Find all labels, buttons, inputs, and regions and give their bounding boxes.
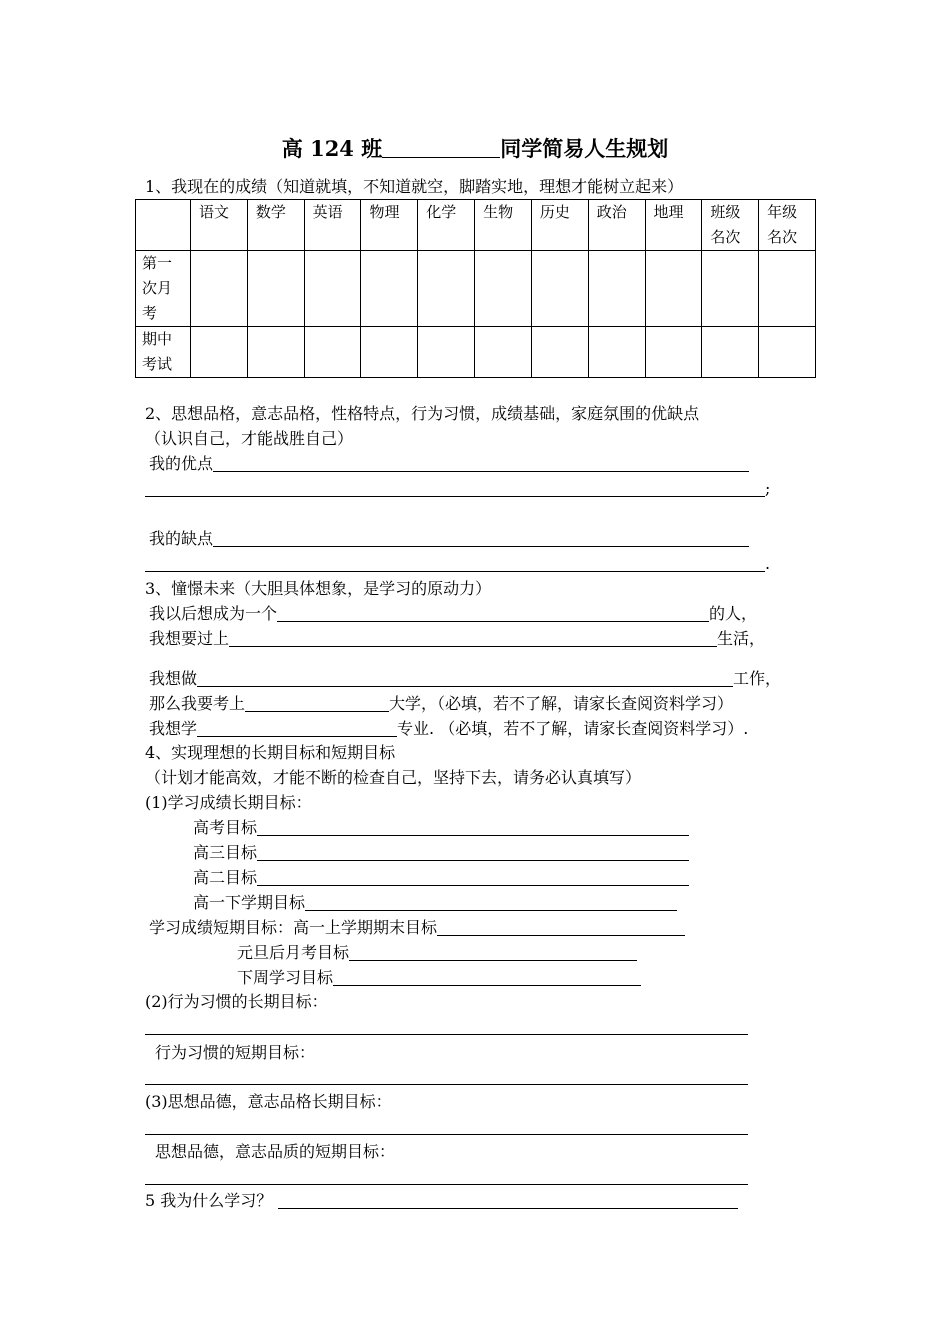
gaoyi-second-semester-goal: 高一下学期目标 xyxy=(193,892,677,914)
section4-sub: （计划才能高效，才能不断的检查自己，坚持下去，请务必认真填写） xyxy=(145,768,642,787)
score-cell[interactable] xyxy=(759,251,816,327)
subject-header: 地理 xyxy=(645,200,702,251)
habit-long-term-line[interactable] xyxy=(145,1034,748,1035)
section4-heading: 4、实现理想的长期目标和短期目标 xyxy=(145,743,396,762)
morality-short-term-line[interactable] xyxy=(145,1184,748,1185)
score-cell[interactable] xyxy=(645,251,702,327)
score-cell[interactable] xyxy=(475,251,532,327)
score-cell[interactable] xyxy=(531,327,588,378)
weaknesses-line2: . xyxy=(145,553,770,575)
subject-header: 生物 xyxy=(475,200,532,251)
subject-header: 数学 xyxy=(247,200,304,251)
name-blank[interactable] xyxy=(382,135,500,158)
study-long-term-heading: (1)学习成绩长期目标： xyxy=(145,793,312,812)
strengths-label: 我的优点 xyxy=(149,453,749,475)
score-cell[interactable] xyxy=(247,251,304,327)
score-cell[interactable] xyxy=(361,327,418,378)
score-cell[interactable] xyxy=(418,251,475,327)
study-short-term-goal: 学习成绩短期目标：高一上学期期末目标 xyxy=(149,917,685,939)
subject-header: 语文 xyxy=(191,200,248,251)
score-cell[interactable] xyxy=(759,327,816,378)
future-person-line: 我以后想成为一个 的人， xyxy=(149,604,758,623)
gaoer-goal: 高二目标 xyxy=(193,867,689,889)
university-line: 那么我要考上 大学，（必填，若不了解，请家长查阅资料学习） xyxy=(149,694,734,713)
class-rank-header: 班级 名次 xyxy=(702,200,759,251)
section1-heading: 1、我现在的成绩（知道就填，不知道就空，脚踏实地，理想才能树立起来） xyxy=(145,177,684,196)
section3-heading: 3、憧憬未来（大胆具体想象，是学习的原动力） xyxy=(145,579,492,598)
row-label: 第一 次月 考 xyxy=(136,251,191,327)
subject-header: 历史 xyxy=(531,200,588,251)
table-header-row xyxy=(136,200,816,251)
score-cell[interactable] xyxy=(702,251,759,327)
weaknesses-label: 我的缺点 xyxy=(149,528,749,550)
score-cell[interactable] xyxy=(531,251,588,327)
morality-short-term-heading: 思想品德，意志品质的短期目标： xyxy=(155,1142,396,1161)
next-week-goal: 下周学习目标 xyxy=(237,967,641,989)
morality-long-term-heading: (3)思想品德，意志品格长期目标： xyxy=(145,1092,392,1111)
score-cell[interactable] xyxy=(588,251,645,327)
future-job-line: 我想做 工作， xyxy=(149,669,782,688)
score-cell[interactable] xyxy=(247,327,304,378)
score-cell[interactable] xyxy=(702,327,759,378)
habit-short-term-line[interactable] xyxy=(145,1084,748,1085)
score-cell[interactable] xyxy=(191,251,248,327)
habit-short-term-heading: 行为习惯的短期目标： xyxy=(155,1043,316,1062)
score-cell[interactable] xyxy=(304,327,361,378)
subject-header: 政治 xyxy=(588,200,645,251)
future-life-line: 我想要过上 生活， xyxy=(149,629,766,648)
grades-table xyxy=(135,199,816,378)
table-row xyxy=(136,251,816,327)
gaokao-goal: 高考目标 xyxy=(193,817,689,839)
score-cell[interactable] xyxy=(645,327,702,378)
row-label: 期中 考试 xyxy=(136,327,191,378)
table-row xyxy=(136,327,816,378)
section2-heading: 2、思想品格，意志品格，性格特点，行为习惯，成绩基础，家庭氛围的优缺点 xyxy=(145,404,700,423)
gaosan-goal: 高三目标 xyxy=(193,842,689,864)
section2-sub: （认识自己，才能战胜自己） xyxy=(145,429,354,448)
yuandan-goal: 元旦后月考目标 xyxy=(237,942,637,964)
weaknesses-line[interactable] xyxy=(213,528,749,547)
subject-header: 英语 xyxy=(304,200,361,251)
table-corner-cell xyxy=(136,200,191,251)
why-study-line[interactable] xyxy=(278,1190,738,1209)
score-cell[interactable] xyxy=(361,251,418,327)
grade-rank-header: 年级 名次 xyxy=(759,200,816,251)
score-cell[interactable] xyxy=(191,327,248,378)
major-line: 我想学 专业. （必填，若不了解，请家长查阅资料学习）. xyxy=(149,719,749,738)
page-title: 高 124 班 同学简易人生规划 xyxy=(281,136,669,161)
score-cell[interactable] xyxy=(475,327,532,378)
morality-long-term-line[interactable] xyxy=(145,1134,748,1135)
score-cell[interactable] xyxy=(418,327,475,378)
habit-long-term-heading: (2)行为习惯的长期目标： xyxy=(145,992,328,1011)
subject-header: 化学 xyxy=(418,200,475,251)
score-cell[interactable] xyxy=(304,251,361,327)
strengths-line2: ; xyxy=(145,478,770,500)
subject-header: 物理 xyxy=(361,200,418,251)
why-study: 5 我为什么学习？ xyxy=(145,1190,738,1212)
strengths-line[interactable] xyxy=(213,453,749,472)
score-cell[interactable] xyxy=(588,327,645,378)
